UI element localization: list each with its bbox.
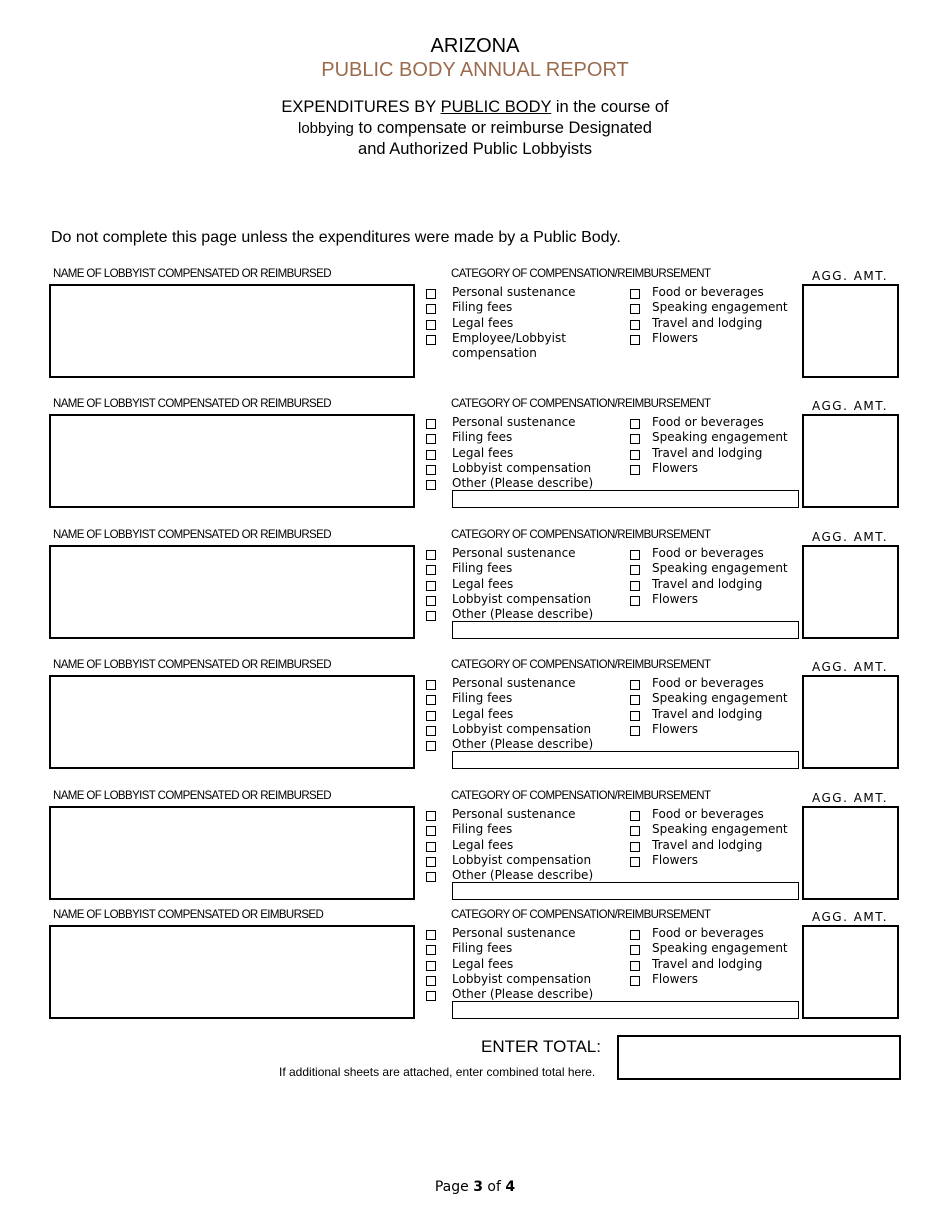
category-checkbox[interactable] — [426, 550, 436, 560]
enter-total-label: ENTER TOTAL: — [481, 1037, 601, 1056]
category-checkbox[interactable] — [630, 826, 640, 836]
category-checkbox[interactable] — [426, 741, 436, 751]
category-option-label: Lobbyist compensation — [452, 721, 592, 736]
category-checkbox[interactable] — [426, 695, 436, 705]
category-option-label: Speaking engagement — [652, 822, 788, 837]
category-checkbox[interactable] — [630, 465, 640, 475]
category-checkbox[interactable] — [630, 289, 640, 299]
category-option-label: Filing fees — [452, 430, 513, 445]
category-option-label: Food or beverages — [652, 676, 764, 690]
lobbyist-name-input[interactable] — [49, 675, 415, 769]
category-checkbox[interactable] — [426, 320, 436, 330]
category-option-label: Speaking engagement — [652, 691, 788, 706]
category-checkbox[interactable] — [630, 596, 640, 606]
heading-suffix: in the course of — [555, 98, 669, 116]
heading-line3: and Authorized Public Lobbyists — [358, 140, 592, 158]
category-option-label: Legal fees — [452, 837, 514, 852]
category-checkbox[interactable] — [426, 465, 436, 475]
category-option-label: Lobbyist compensation — [452, 971, 592, 986]
category-label: CATEGORY OF COMPENSATION/REIMBURSEMENT — [451, 909, 711, 921]
category-option-label: Lobbyist compensation — [452, 852, 592, 867]
category-checkbox[interactable] — [630, 945, 640, 955]
category-checkbox[interactable] — [630, 976, 640, 986]
agg-amt-label: AGG. AMT. — [812, 910, 889, 924]
name-of-lobbyist-label: NAME OF LOBBYIST COMPENSATED OR REIMBURSED — [53, 268, 331, 280]
category-option-label: Travel and lodging — [652, 956, 763, 971]
heading-prefix: EXPENDITURES BY — [281, 98, 436, 116]
category-option-label: Filing fees — [452, 561, 513, 576]
other-description-input[interactable] — [452, 882, 799, 900]
category-option-label: Food or beverages — [652, 807, 764, 821]
agg-amount-input[interactable] — [802, 545, 899, 639]
category-option-label: Food or beverages — [652, 926, 764, 940]
lobbyist-name-input[interactable] — [49, 284, 415, 378]
category-checkbox[interactable] — [630, 680, 640, 690]
category-option-label: Lobbyist compensation — [452, 460, 592, 475]
category-checkbox[interactable] — [426, 611, 436, 621]
category-checkbox[interactable] — [426, 434, 436, 444]
category-option-label: Speaking engagement — [652, 430, 788, 445]
lobbyist-name-input[interactable] — [49, 545, 415, 639]
category-checkbox[interactable] — [630, 842, 640, 852]
category-checkbox[interactable] — [426, 945, 436, 955]
category-checkbox[interactable] — [426, 596, 436, 606]
category-option-label: Personal sustenance — [452, 807, 576, 821]
category-checkbox[interactable] — [426, 726, 436, 736]
category-option-label: Other (Please describe) — [452, 476, 594, 491]
category-option-label: Flowers — [652, 460, 698, 475]
category-checkbox[interactable] — [426, 711, 436, 721]
agg-amt-label: AGG. AMT. — [812, 791, 889, 805]
category-checkbox[interactable] — [426, 581, 436, 591]
category-checkbox[interactable] — [630, 711, 640, 721]
category-checkbox[interactable] — [426, 419, 436, 429]
category-checkbox[interactable] — [426, 826, 436, 836]
category-checkbox[interactable] — [630, 811, 640, 821]
category-option-label: Flowers — [652, 852, 698, 867]
category-option-label: Travel and lodging — [652, 576, 763, 591]
category-option-label: Filing fees — [452, 822, 513, 837]
page-word: Page — [434, 1179, 469, 1195]
category-option-label: Travel and lodging — [652, 445, 763, 460]
category-option-label: Filing fees — [452, 691, 513, 706]
other-description-input[interactable] — [452, 1001, 799, 1019]
category-option-label: Personal sustenance — [452, 546, 576, 560]
category-checkbox[interactable] — [426, 991, 436, 1001]
page-number: 3 — [473, 1179, 483, 1195]
name-of-lobbyist-label: NAME OF LOBBYIST COMPENSATED OR EIMBURSED — [53, 909, 324, 921]
category-checkbox[interactable] — [630, 857, 640, 867]
agg-amount-input[interactable] — [802, 284, 899, 378]
category-option-label: Other (Please describe) — [452, 987, 594, 1002]
agg-amount-input[interactable] — [802, 414, 899, 508]
category-checkbox[interactable] — [426, 930, 436, 940]
category-option-label: Filing fees — [452, 941, 513, 956]
category-checkbox[interactable] — [630, 335, 640, 345]
category-checkbox[interactable] — [630, 930, 640, 940]
category-option-label: Speaking engagement — [652, 561, 788, 576]
agg-amt-label: AGG. AMT. — [812, 399, 889, 413]
other-description-input[interactable] — [452, 751, 799, 769]
category-option-label: Flowers — [652, 971, 698, 986]
category-label: CATEGORY OF COMPENSATION/REIMBURSEMENT — [451, 659, 711, 671]
name-of-lobbyist-label: NAME OF LOBBYIST COMPENSATED OR REIMBURSED — [53, 790, 331, 802]
heading-underlined: PUBLIC BODY — [440, 98, 552, 116]
heading-line2-small: lobbying — [298, 120, 354, 137]
report-title: PUBLIC BODY ANNUAL REPORT — [321, 59, 629, 81]
category-option-label: Employee/Lobbyist compensation — [452, 330, 566, 360]
category-checkbox[interactable] — [630, 450, 640, 460]
other-description-input[interactable] — [452, 490, 799, 508]
name-of-lobbyist-label: NAME OF LOBBYIST COMPENSATED OR REIMBURSED — [53, 529, 331, 541]
category-option-label: Speaking engagement — [652, 300, 788, 315]
agg-amt-label: AGG. AMT. — [812, 530, 889, 544]
category-option-label: Legal fees — [452, 706, 514, 721]
category-label: CATEGORY OF COMPENSATION/REIMBURSEMENT — [451, 398, 711, 410]
category-option-label: Legal fees — [452, 956, 514, 971]
of-word: of — [487, 1179, 501, 1195]
agg-amt-label: AGG. AMT. — [812, 269, 889, 283]
category-checkbox[interactable] — [630, 320, 640, 330]
total-input[interactable] — [617, 1035, 901, 1080]
category-checkbox[interactable] — [630, 581, 640, 591]
category-checkbox[interactable] — [630, 565, 640, 575]
category-checkbox[interactable] — [426, 680, 436, 690]
category-checkbox[interactable] — [426, 976, 436, 986]
category-option-label: Speaking engagement — [652, 941, 788, 956]
category-option-label: Personal sustenance — [452, 415, 576, 429]
name-of-lobbyist-label: NAME OF LOBBYIST COMPENSATED OR REIMBURSED — [53, 398, 331, 410]
agg-amount-input[interactable] — [802, 806, 899, 900]
category-option-label: Personal sustenance — [452, 926, 576, 940]
category-option-label: Food or beverages — [652, 546, 764, 560]
name-of-lobbyist-label: NAME OF LOBBYIST COMPENSATED OR REIMBURSED — [53, 659, 331, 671]
category-option-label: Filing fees — [452, 300, 513, 315]
page-total: 4 — [505, 1179, 516, 1195]
category-label: CATEGORY OF COMPENSATION/REIMBURSEMENT — [451, 529, 711, 541]
instruction-text: Do not complete this page unless the expenditures were made by a Public Body. — [51, 229, 621, 246]
category-checkbox[interactable] — [630, 695, 640, 705]
category-checkbox[interactable] — [630, 419, 640, 429]
category-option-label: Travel and lodging — [652, 315, 763, 330]
category-checkbox[interactable] — [630, 434, 640, 444]
lobbyist-name-input[interactable] — [49, 925, 415, 1019]
state-title: ARIZONA — [430, 35, 520, 57]
category-option-label: Flowers — [652, 591, 698, 606]
agg-amount-input[interactable] — [802, 925, 899, 1019]
category-option-label: Personal sustenance — [452, 676, 576, 690]
category-checkbox[interactable] — [426, 480, 436, 490]
category-option-label: Travel and lodging — [652, 706, 763, 721]
category-option-label: Personal sustenance — [452, 285, 576, 299]
category-option-label: Legal fees — [452, 315, 514, 330]
category-option-label: Other (Please describe) — [452, 607, 594, 622]
category-checkbox[interactable] — [630, 304, 640, 314]
category-option-label: Flowers — [652, 721, 698, 736]
category-checkbox[interactable] — [426, 842, 436, 852]
category-checkbox[interactable] — [426, 565, 436, 575]
category-checkbox[interactable] — [630, 961, 640, 971]
category-checkbox[interactable] — [426, 335, 436, 345]
category-option-label: Travel and lodging — [652, 837, 763, 852]
total-note: If additional sheets are attached, enter combined total here. — [279, 1065, 596, 1079]
category-option-label: Food or beverages — [652, 415, 764, 429]
category-checkbox[interactable] — [426, 961, 436, 971]
category-checkbox[interactable] — [630, 550, 640, 560]
category-checkbox[interactable] — [426, 872, 436, 882]
heading-line2-rest: to compensate or reimburse Designated — [358, 119, 652, 137]
agg-amount-input[interactable] — [802, 675, 899, 769]
category-option-label: Other (Please describe) — [452, 868, 594, 883]
category-label: CATEGORY OF COMPENSATION/REIMBURSEMENT — [451, 268, 711, 280]
category-checkbox[interactable] — [426, 857, 436, 867]
category-option-label: Flowers — [652, 330, 698, 345]
page-footer — [0, 1179, 950, 1195]
agg-amt-label: AGG. AMT. — [812, 660, 889, 674]
category-option-label: Other (Please describe) — [452, 737, 594, 752]
lobbyist-name-input[interactable] — [49, 414, 415, 508]
category-option-label: Lobbyist compensation — [452, 591, 592, 606]
category-option-label: Legal fees — [452, 576, 514, 591]
category-checkbox[interactable] — [630, 726, 640, 736]
lobbyist-name-input[interactable] — [49, 806, 415, 900]
category-checkbox[interactable] — [426, 811, 436, 821]
category-checkbox[interactable] — [426, 304, 436, 314]
category-option-label: Food or beverages — [652, 285, 764, 299]
category-label: CATEGORY OF COMPENSATION/REIMBURSEMENT — [451, 790, 711, 802]
category-option-label: Legal fees — [452, 445, 514, 460]
page-heading — [0, 97, 950, 160]
other-description-input[interactable] — [452, 621, 799, 639]
category-checkbox[interactable] — [426, 450, 436, 460]
category-checkbox[interactable] — [426, 289, 436, 299]
